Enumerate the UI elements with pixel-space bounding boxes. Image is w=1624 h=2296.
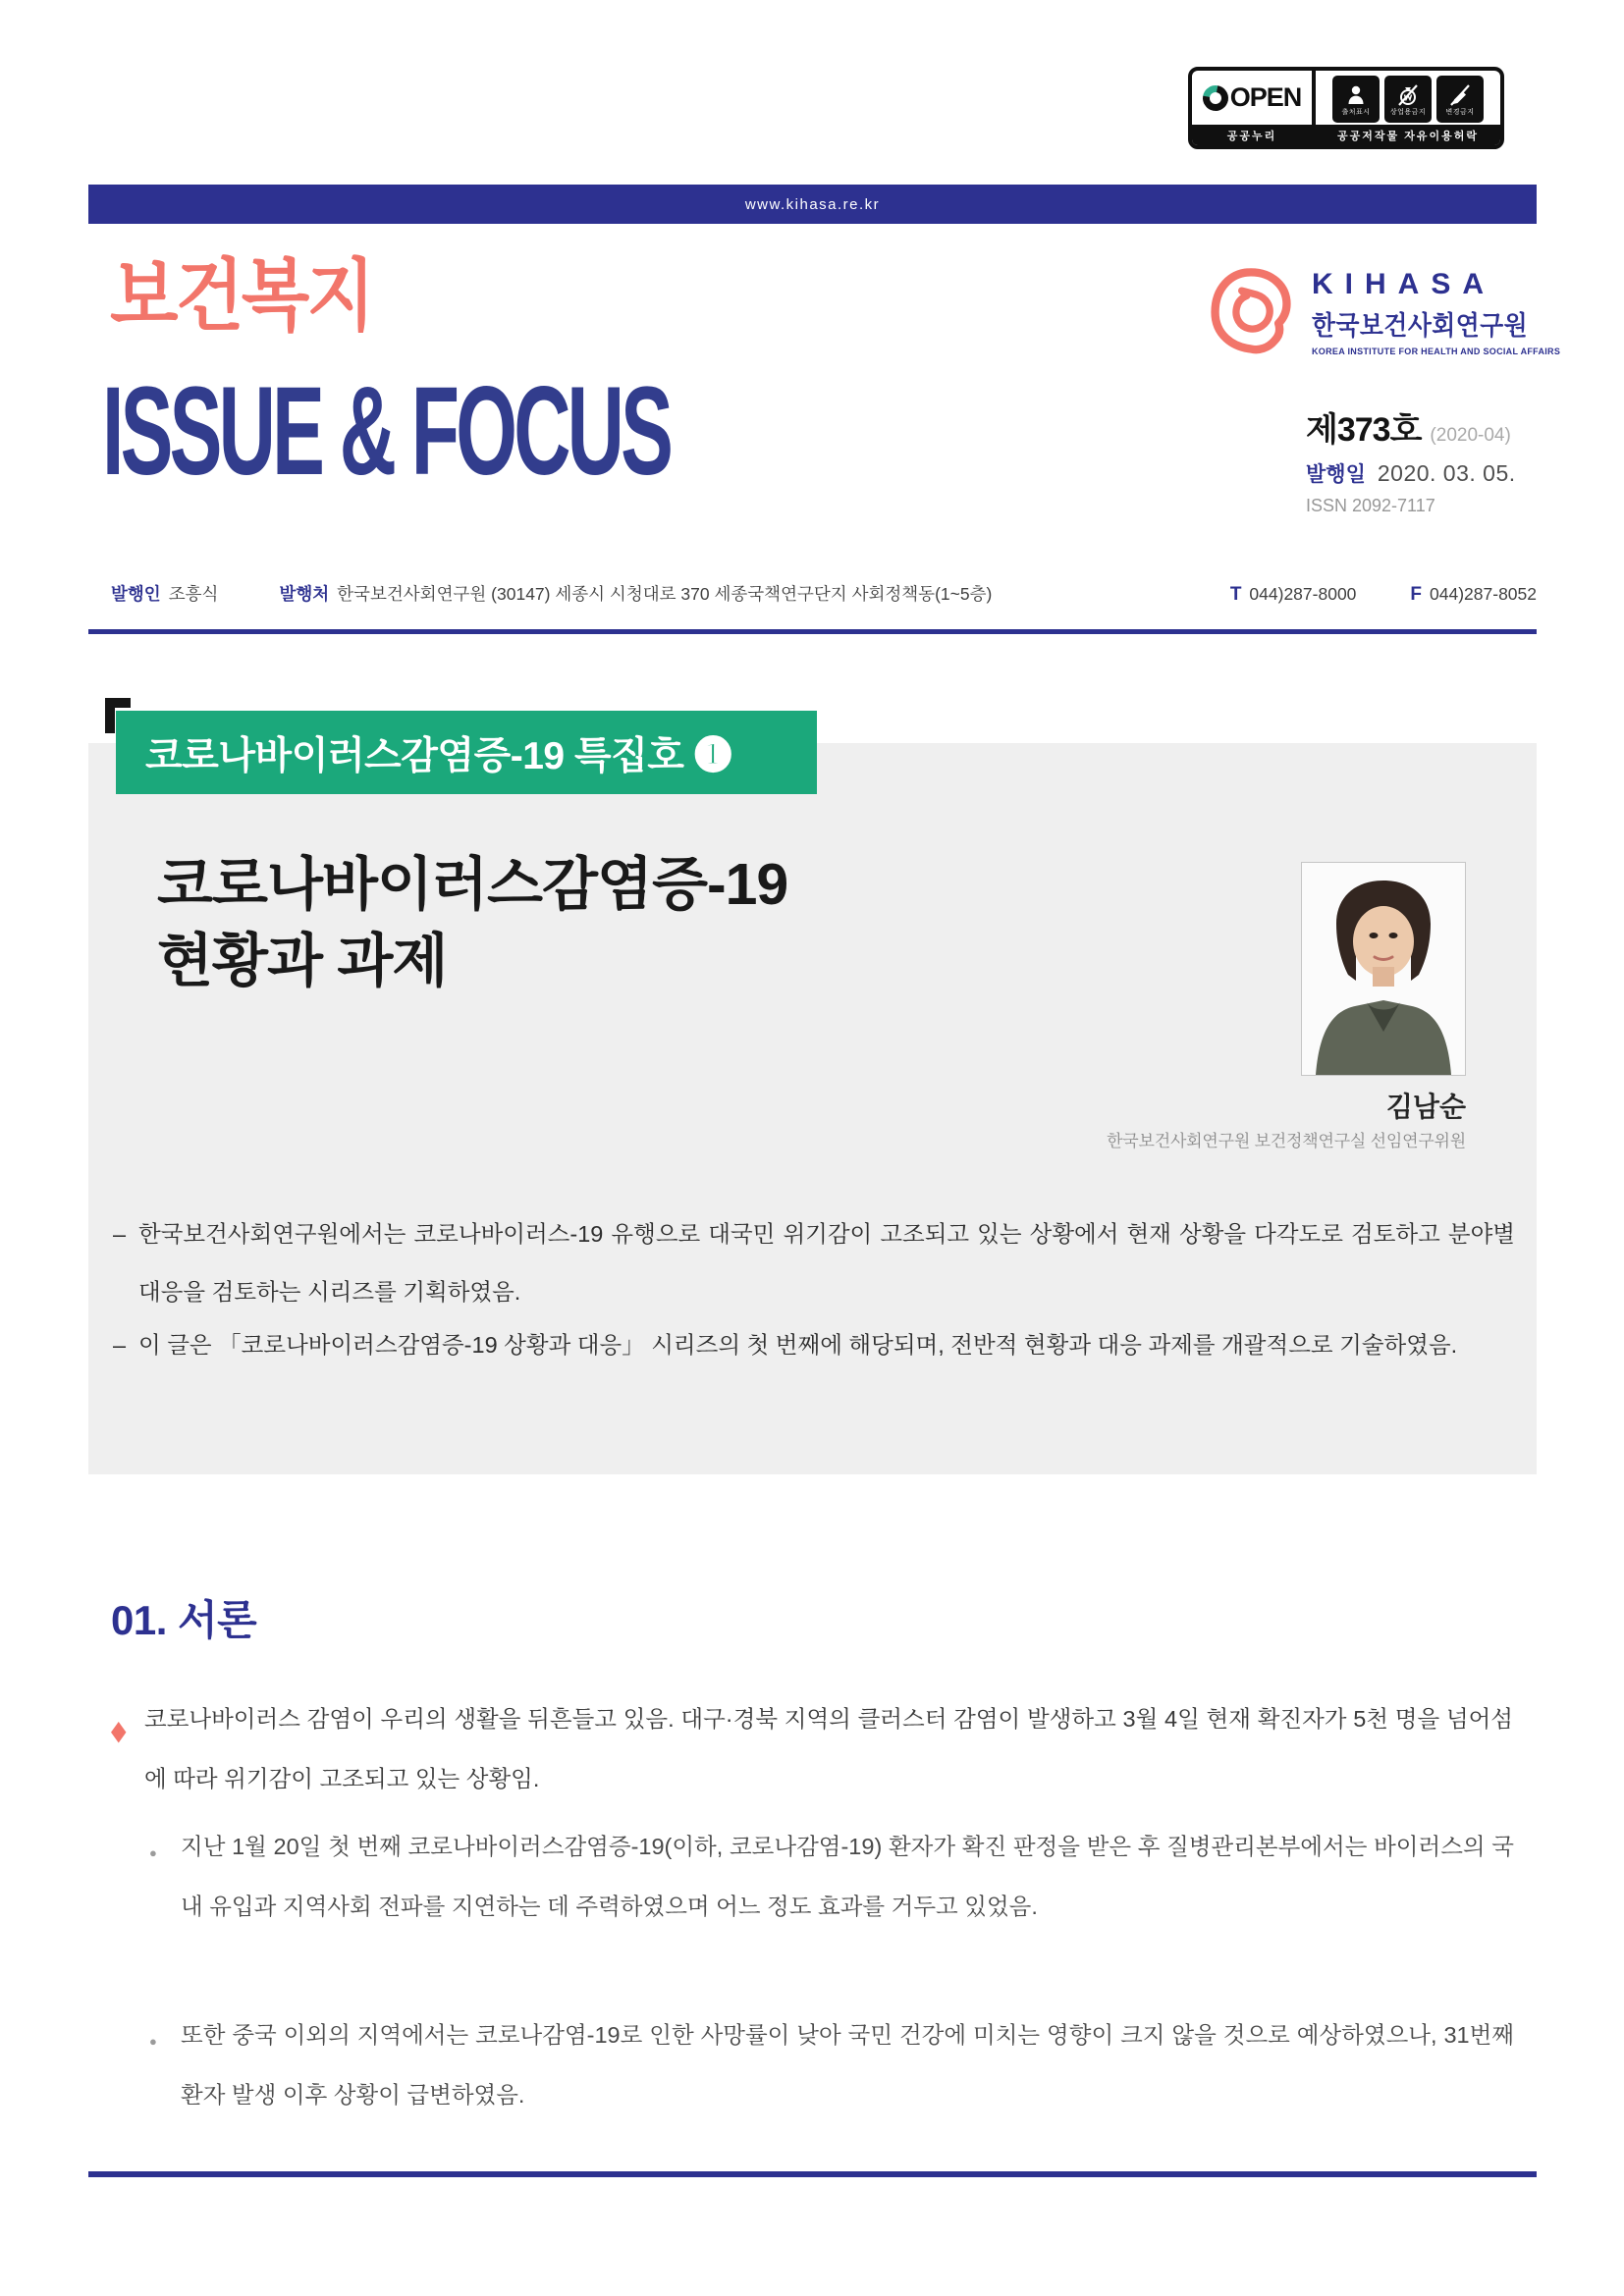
publish-date-value: 2020. 03. 05. (1377, 460, 1516, 486)
masthead-title-korean: 보건복지 (110, 252, 373, 340)
kogl-open-section (1192, 71, 1316, 145)
issn: ISSN 2092-7117 (1306, 496, 1435, 515)
tel-value: 044)287-8000 (1249, 584, 1357, 604)
kogl-icon-label: 상업용금지 (1389, 108, 1427, 116)
tel-label: T (1229, 584, 1242, 605)
summary-item (111, 1205, 1515, 1321)
issue-info (1306, 402, 1516, 516)
website-bar (88, 185, 1537, 224)
diamond-marker: ◆ (111, 1715, 127, 1745)
masthead-title-english: ISSUE & FOCUS (102, 361, 671, 502)
person-glyph (1344, 83, 1368, 107)
section-heading: 01. 서론 (111, 1597, 257, 1643)
header-divider (88, 629, 1537, 634)
dot-marker: ● (149, 1845, 157, 1860)
org-label: 발행처 (279, 584, 330, 604)
publisher-name: 조흥식 (168, 584, 219, 604)
dash-marker: – (113, 1221, 127, 1247)
issue-number-line (1306, 402, 1516, 451)
kogl-terms-section (1316, 71, 1500, 145)
author-name: 김남순 (1385, 1092, 1466, 1122)
footer-divider (88, 2171, 1537, 2177)
author-affiliation: 한국보건사회연구원 보건정책연구실 선임연구위원 (1107, 1132, 1466, 1150)
body-bullet (147, 1817, 1514, 1937)
body-bullet (147, 2005, 1514, 2125)
dash-marker: – (113, 1332, 127, 1358)
corner-bracket-icon (105, 698, 131, 733)
article-title (157, 846, 787, 1000)
summary-text: 이 글은 「코로나바이러스감염증-19 상황과 대응」 시리즈의 첫 번째에 해당되며, 전반적 현황과 대응 과제를 개괄적으로 기술하였음. (138, 1332, 1458, 1358)
kihasa-symbol-icon (1202, 263, 1300, 361)
bullet-text: 지난 1월 20일 첫 번째 코로나바이러스감염증-19(이하, 코로나감염-19) 환자가 확진 판정을 받은 후 질병관리본부에서는 바이러스의 국내 유입과 지역사회 전파를 지연하는 데 주력하였으며 어느 정도 효과를 거두고 있었음. (181, 1834, 1514, 1920)
kogl-open-badge (1188, 67, 1504, 149)
org-address: 한국보건사회연구원 (30147) 세종시 시청대로 370 세종국책연구단지 사회정책동(1~5층) (337, 584, 993, 604)
open-logo (1192, 71, 1312, 125)
series-badge (116, 711, 817, 794)
article-title-line1: 코로나바이러스감염증-19 (157, 852, 788, 917)
website-url: www.kihasa.re.kr (744, 195, 881, 213)
kogl-left-caption: 공공누리 (1192, 125, 1312, 145)
open-swirl-icon (1198, 80, 1233, 115)
kihasa-logo-text (1312, 268, 1560, 356)
series-badge-label: 코로나바이러스감염증-19 특집호 ❶ (145, 734, 732, 777)
money-bag-glyph (1396, 83, 1420, 107)
issue-number: 제373호 (1306, 411, 1422, 449)
lead-paragraph (111, 1689, 1513, 1809)
issue-code: (2020-04) (1430, 425, 1511, 446)
article-title-line2: 현황과 과제 (157, 929, 448, 994)
kogl-right-caption: 공공저작물 자유이용허락 (1316, 125, 1500, 145)
author-portrait-illustration (1302, 863, 1465, 1075)
kihasa-logo (1202, 263, 1560, 361)
publish-date-line (1306, 458, 1516, 488)
pencil-glyph (1448, 83, 1472, 107)
publisher-label: 발행인 (111, 584, 161, 604)
publish-date-label: 발행일 (1306, 463, 1366, 486)
fax-label: F (1410, 584, 1423, 605)
kogl-icon-label: 출처표시 (1341, 108, 1371, 116)
imprint-line (111, 581, 1537, 606)
dot-marker: ● (149, 2034, 157, 2049)
kihasa-acronym: KIHASA (1312, 268, 1496, 300)
kogl-term-icons (1316, 71, 1500, 125)
kogl-icon-label: 변경금지 (1445, 108, 1475, 116)
bullet-text: 또한 중국 이외의 지역에서는 코로나감염-19로 인한 사망률이 낮아 국민 건강에 미치는 영향이 크지 않을 것으로 예상하였으나, 31번째 환자 발생 이후 상황이 급변하였음. (181, 2022, 1514, 2109)
summary-text: 한국보건사회연구원에서는 코로나바이러스-19 유행으로 대국민 위기감이 고조되고 있는 상황에서 현재 상황을 다각도로 검토하고 분야별 대응을 검토하는 시리즈를 기획하였음. (138, 1221, 1515, 1305)
no-commercial-icon (1384, 76, 1432, 123)
summary-item (111, 1316, 1515, 1374)
open-logo-text: OPEN (1229, 82, 1302, 112)
kihasa-org-english: KOREA INSTITUTE FOR HEALTH AND SOCIAL AFFAIRS (1312, 347, 1561, 356)
source-attribution-icon (1332, 76, 1380, 123)
fax-value: 044)287-8052 (1430, 584, 1537, 604)
author-photo (1301, 862, 1466, 1076)
no-derivatives-icon (1436, 76, 1484, 123)
kihasa-org-korean: 한국보건사회연구원 (1312, 311, 1529, 341)
lead-text: 코로나바이러스 감염이 우리의 생활을 뒤흔들고 있음. 대구·경북 지역의 클러스터 감염이 발생하고 3월 4일 현재 확진자가 5천 명을 넘어섬에 따라 위기감이 고조되고 있는 상황임. (144, 1706, 1513, 1792)
